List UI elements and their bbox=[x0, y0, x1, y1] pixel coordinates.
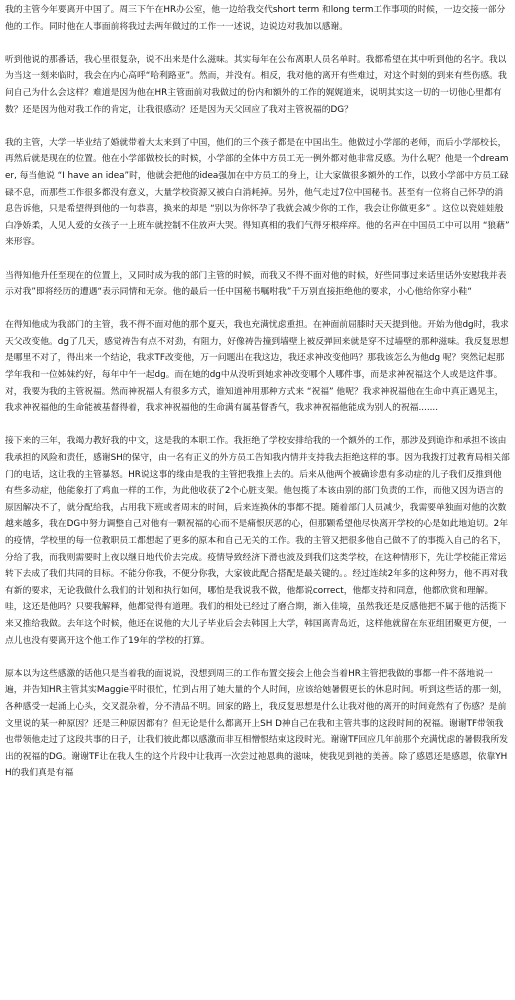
paragraph-feelings: 听到他说的那番话，我心里很复杂，说不出来是什么滋味。其实每年在公布离职人员名单时。我都希望在其中听到他的名字。我以为当这一刻来临时，我会在内心高呼“哈利路亚”。然而，并没有。相反，我对他的离开有些难过，对这个时刻的到来有些伤感。我问自己为什么会这样？难道是因为他在HR主管面前对我做过的份内和额外的工作的娓娓道来，说明其实这一切的一切他心里都有数？还是因为他对我工作的肯定，让我很感动？还是因为天父回应了我对主管祝福的DG？ bbox=[5, 54, 507, 115]
paragraph-prayer: 在得知他成为我部门的主管，我不得不面对他的那个夏天，我也充满忧虑重担。在神面前屈膝时天天提到他。开始为他dg时，我求天父改变他。dg了几天，感觉祷告有点不对劲，有阻力，好像祷告撞到墙壁上被反弹回来就是穿不过墙壁的那种滋味。我反复思想是哪里不对了，得出来一个结论，我求TF改变他，万一问题出在我这边，我还求神改变他吗？那我该怎么为他dg 呢？突然记起那学年我和一位姊妹约好，每年中午一起dg。而在她的dg中从没听到她求神改变哪个人哪件事，而是求神祝福这个人或是这件事。对，我要为我的主管祝福。然而神祝福人有很多方式，谁知道神用那种方式来 “祝福” 他呢？我求神祝福他在生命中真正遇见主，我求神祝福他的生命能被基督得着，我求神祝福他的生命满有属基督香气，我求神祝福他能成为别人的祝福....... bbox=[5, 320, 509, 414]
paragraph-gratitude: 原本以为这些感激的话他只是当着我的面说说，没想到周三的工作布置交接会上他会当着HR主管把我做的事都一件不落地说一遍，并告知HR主管其实Maggie平时很忙，忙到占用了她大量的个人时间，应该给她暑假更长的休息时间。听到这些话的那一刻，各种感受一起涌上心头，交叉混杂着，分不清品不明。回家的路上，我反复思想是什么让我对他的离开的时间竟然有了伤感？是前文里说的某一种原因？还是三种原因都有？但无论是什么都离开上SH D神自己在我和主管共事的这段时间的祝福。谢谢TF带领我也带领他走过了这段共事的日子，让我们彼此都以感激而非互相憎恨结束这段时光。谢谢TF回应几年前那个充满忧虑的暑假我所发出的祝福的DG。谢谢TF让在我人生的这个片段中让我再一次尝过祂恩典的滋味，使我见到祂的美善。除了感恩还是感恩，依靠YHH的我们真是有福 bbox=[5, 668, 509, 779]
article bbox=[5, 2, 510, 782]
paragraph-promotion: 当得知他升任至现在的位置上，又同时成为我的部门主管的时候，而我又不得不面对他的时候，好些同事过来话里话外安慰我并表示对我”即将经历的遭遇“表示同情和无奈。他的最后一任中国秘书嘱咐我”千万别直接拒绝他的要求，小心他给你穿小鞋“ bbox=[5, 270, 507, 298]
paragraph-intro: 我的主管今年要离开中国了。周三下午在HR办公室，他一边给我交代short term 和long term工作事项的时候，一边交接一部分他的工作。同时他在人事面前将我过去两年做过的工作一一述说，边说边对我加以感谢。 bbox=[5, 5, 506, 32]
paragraph-three-years: 接下来的三年，我竭力教好我的中文，这是我的本职工作。我拒绝了学校安排给我的一个额外的工作，那涉及到诡诈和承担不该由我承担的风险和责任，感谢SH的保守，由一名有正义的外方员工告知我内情并支持我去拒绝这样的事。因为我拨打过教育局相关部门的电话，这让我的主管暴怒。HR说这事的缘由是我的主管把我推上去的。后来从他两个被确诊患有多动症的儿子我们反推到他有些多动症，他能象打了鸡血一样的工作，为此他收获了2个心脏支架。他包揽了本该由别的部门负责的工作，而他又因为语言的原因解决不了，就分配给我，占用我下班或者周末的时间，后来连换休的事都不提。随着部门人员减少，我需要单独面对他的次数越来越多，我在DG中努力调整自己对他有一颗祝福的心而不是痛恨厌恶的心，但那颗希望他尽快离开学校的心是如此地迫切。2年的疫情，学校里的每一位教职员工都想起了更多的原本和自己无关的工作。我的主管又把很多他自己做不了的事揽入自己的名下，分给了我，而我则需要时上夜以继日地代价去完成。疫情导致经济下滑也波及到我们这类学校，在这种情形下，先让学校能正常运转下去成了我们共同的目标。不能分你我，不便分你我，大家彼此配合搭配是最关键的。。经过连续2年多的这种努力，他不再对我有新的要求，无论我做什么我们的计划和执行如何，哪怕是我说我不做，他都说correct，他都支持和同意，他都欣赏和理解。哇，这还是他吗？只要我解释，他都觉得有道理。我们的相处已经过了磨合期，渐入佳境，虽然我还是反感他把不属于他的活揽下来又推给我做。去年这个时候，他还在说他的大儿子毕业后会去韩国上大学，韩国离青岛近，这样他就留在东亚组团聚更方便，一点儿也没有要离开这个他工作了19年的学校的打算。 bbox=[5, 436, 510, 646]
paragraph-background: 我的主管，大学一毕业结了婚就带着大太来到了中国，他们的三个孩子都是在中国出生。他做过小学部的老师，而后小学部校长，再然后就是现在的位置。他在小学部做校长的时候，小学部的全体中方员工无一例外都对他非常反感。为什么呢？他是一个dreamer, 每当他说 “I have an idea”时，他就会把他的idea强加在中方员工的身上，让大家做很多额外的工作，以致小学部中方员工碌碌不息，而那些工作很多都没有意义，大量学校资源又被白白消耗掉。另外，他气走过7位中国秘书。甚至有一位将自己怀孕的消息告诉他，只是希望得到他的一句恭喜，换来的却是 “别以为你怀孕了我就会减少你的工作，我会让你做更多” 。这位以瓷娃娃般白净娇柔，人见人爱的女孩子一上班车就控制不住放声大哭。得知真相的我们气得牙根痒痒。他的名声在中国员工中可以用 “狼藉” 来形容。 bbox=[5, 137, 510, 248]
